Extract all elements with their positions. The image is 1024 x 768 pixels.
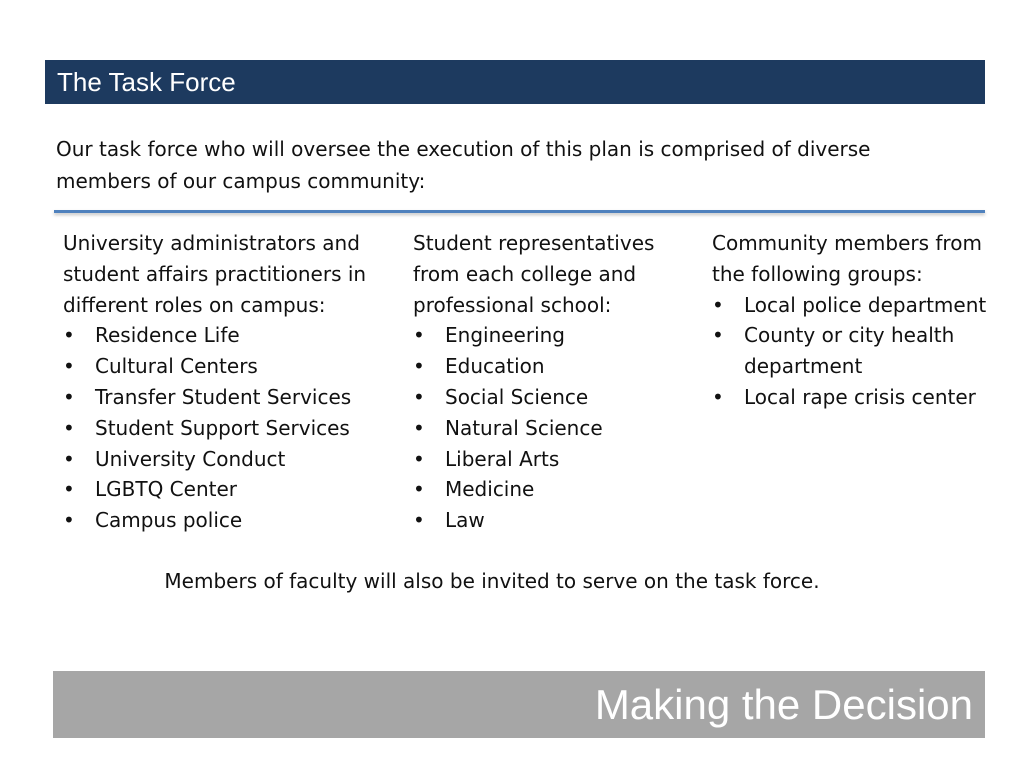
list-item: • Transfer Student Services <box>63 382 393 413</box>
column-community <box>712 228 987 413</box>
faculty-note: Members of faculty will also be invited to serve on the task force. <box>164 569 820 593</box>
list-item: • LGBTQ Center <box>63 474 393 505</box>
list-item: • Education <box>413 351 693 382</box>
divider-rule <box>54 210 985 213</box>
list-item: • Social Science <box>413 382 693 413</box>
slide-title-bar <box>45 60 985 104</box>
column-heading: University administrators and student affairs practitioners in different roles on campus: <box>63 231 367 317</box>
column-administrators <box>63 228 393 536</box>
bullet-list <box>63 320 393 536</box>
bullet-list <box>712 290 987 413</box>
list-item: • Cultural Centers <box>63 351 393 382</box>
section-title: Making the Decision <box>594 680 973 728</box>
list-item: • Campus police <box>63 505 393 536</box>
list-item: • Local police department <box>712 290 987 321</box>
list-item: • Liberal Arts <box>413 444 693 475</box>
section-footer-bar <box>53 671 985 738</box>
list-item: • Medicine <box>413 474 693 505</box>
slide-title: The Task Force <box>57 66 236 97</box>
column-heading: Student representatives from each college and professional school: <box>413 231 655 317</box>
list-item: • Law <box>413 505 693 536</box>
column-heading: Community members from the following groups: <box>712 231 982 286</box>
list-item: • Engineering <box>413 320 693 351</box>
intro-text: Our task force who will oversee the execution of this plan is comprised of diverse members of our campus community: <box>56 137 871 193</box>
list-item: • Student Support Services <box>63 413 393 444</box>
column-students <box>413 228 693 536</box>
list-item: • County or city health department <box>712 320 987 382</box>
bullet-list <box>413 320 693 536</box>
list-item: • University Conduct <box>63 444 393 475</box>
list-item: • Natural Science <box>413 413 693 444</box>
list-item: • Residence Life <box>63 320 393 351</box>
list-item: • Local rape crisis center <box>712 382 987 413</box>
